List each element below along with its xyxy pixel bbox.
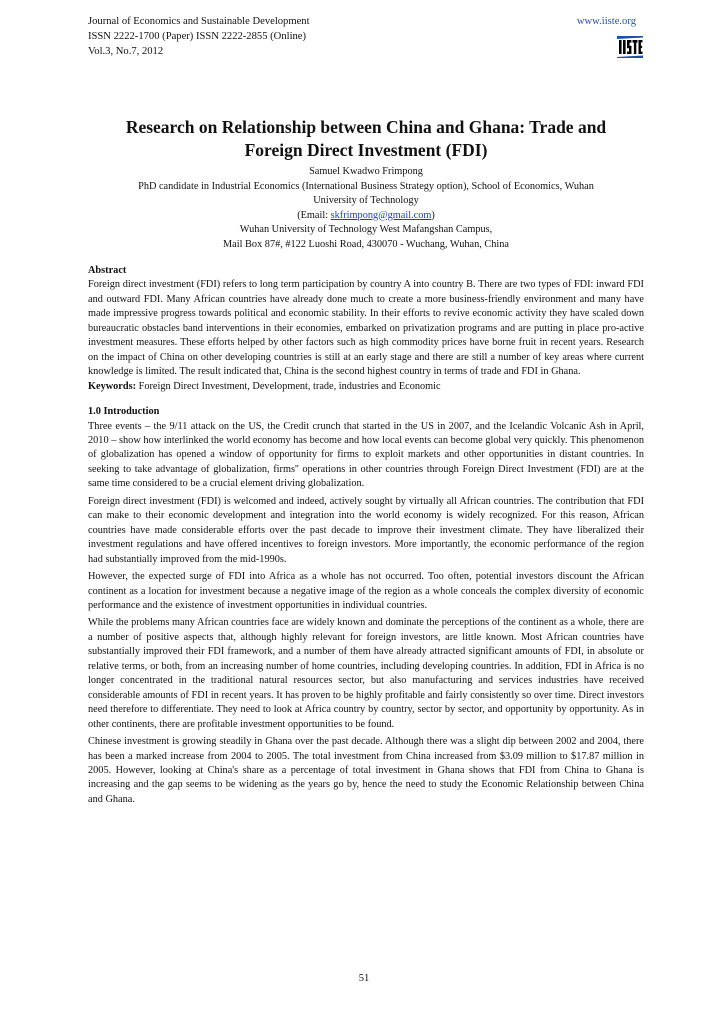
email-prefix: (Email:: [297, 209, 331, 221]
paper-title: [88, 116, 644, 162]
journal-issn: ISSN 2222-1700 (Paper) ISSN 2222-2855 (Online): [88, 31, 307, 43]
paper-title-line: Research on Relationship between China and Ghana: Trade and: [125, 117, 607, 137]
paper-body: [88, 264, 644, 810]
paper-title-line: Foreign Direct Investment (FDI): [244, 140, 488, 160]
intro-paragraph: While the problems many African countries face are widely known and dominate the perceptions of the continent as a whole, there are a number of positive aspects that, although highly relevant for foreign investors, are little known. Most African countries have substantially improved their FDI framework, and a number of them have already attracted significant amounts of FDI, in absolute or relative terms, or both, from an increasing number of home countries, including developing countries. In addition, FDI in Africa is no longer concentrated in the traditional natural resources sector, but also manufacturing and services industries have received considerable amounts of FDI in recent years. It has proven to be highly profitable and fairly consistently so over time. Direct investors need therefore to differentiate. They need to look at Africa country by country, sector by sector, and opportunity by opportunity. As in other continents, there are profitable investment opportunities to be found.: [88, 617, 644, 730]
author-name: Samuel Kwadwo Frimpong: [309, 166, 423, 177]
page-number: 51: [358, 973, 370, 984]
journal-url[interactable]: www.iiste.org: [576, 16, 636, 27]
address-line: Wuhan University of Technology West Mafangshan Campus,: [239, 224, 493, 236]
abstract-heading: Abstract: [88, 265, 127, 276]
email-link[interactable]: skfrimpong@gmail.com: [330, 209, 432, 221]
email-line: [88, 209, 644, 224]
journal-volume: Vol.3, No.7, 2012: [88, 46, 164, 58]
abstract-text: Foreign direct investment (FDI) refers to long term participation by country A into country B. There are two types of FDI: inward FDI and outward FDI. Many African countries have already done much to create a more business-friendly environment and many have made impressive progress towards political and economic stability. In their efforts to revive economic activity they have scaled down bureaucratic obstacles band interventions in their economies, embarked on privatization programs and are putting in place pro-active investment measures. These efforts helped by other factors such as high commodity prices have borne fruit in recent years. Research on the impact of China on other developing countries is still at an early stage and there are still a number of key areas where current knowledge is limited. The result indicated that, China is the second highest country in terms of trade and FDI in Ghana.: [88, 279, 644, 378]
keywords-label: Keywords:: [88, 380, 137, 392]
keywords: [88, 380, 644, 394]
iiste-logo: [617, 36, 643, 58]
email-suffix: ): [431, 209, 435, 221]
address-line: Mail Box 87#, #122 Luoshi Road, 430070 - Wuchang, Wuhan, China: [223, 238, 509, 250]
affiliation-line: PhD candidate in Industrial Economics (International Business Strategy option), School of Economics, Wuhan: [138, 180, 594, 192]
journal-name: Journal of Economics and Sustainable Development: [88, 16, 310, 27]
section-heading: 1.0 Introduction: [88, 406, 160, 418]
intro-paragraph: Foreign direct investment (FDI) is welcomed and indeed, actively sought by virtually all African countries. The contribution that FDI can make to their economic development and integration into the world economy is widely recognized. For this reason, African countries have made considerable efforts over the past decade to improve their investment climate. They have liberalized their investment regulations and have offered incentives to foreign investors. More importantly, the economic performance of the region had substantially improved from the mid-1990s.: [88, 495, 644, 565]
affiliation-line: University of Technology: [313, 195, 419, 207]
intro-paragraph: However, the expected surge of FDI into Africa as a whole has not occurred. Too often, potential investors discount the African continent as a location for investment because a negative image of the region as a whole conceals the complex diversity of economic performance and the existence of investment opportunities in individual countries.: [88, 571, 644, 611]
keywords-text: Foreign Direct Investment, Development, trade, industries and Economic: [136, 380, 441, 392]
author-block: [88, 165, 644, 253]
intro-paragraph: Chinese investment is growing steadily in Ghana over the past decade. Although there was a slight dip between 2002 and 2004, there has been a marked increase from 2004 to 2005. The total investment from China increased from $3.09 million to $17.87 million in 2005. However, looking at China's share as a percentage of total investment in Ghana shows that FDI from China to Ghana is increasing and the gap seems to be widening as the years go by, hence the need to study the Economic Relationship between China and Ghana.: [88, 736, 644, 805]
intro-paragraph: Three events – the 9/11 attack on the US, the Credit crunch that started in the US in 2007, and the Icelandic Volcanic Ash in April, 2010 – show how interlinked the world economy has become and how local events can become global very quickly. This phenomenon of globalization has opened a window of opportunity for firms to exploit markets and other opportunities in distant countries. In seeking to take advantage of globalization, firms'' operations in other countries through Foreign Direct Investment (FDI) are at the same time considered to be a crucial element driving globalization.: [88, 420, 644, 490]
journal-header: [88, 14, 644, 60]
